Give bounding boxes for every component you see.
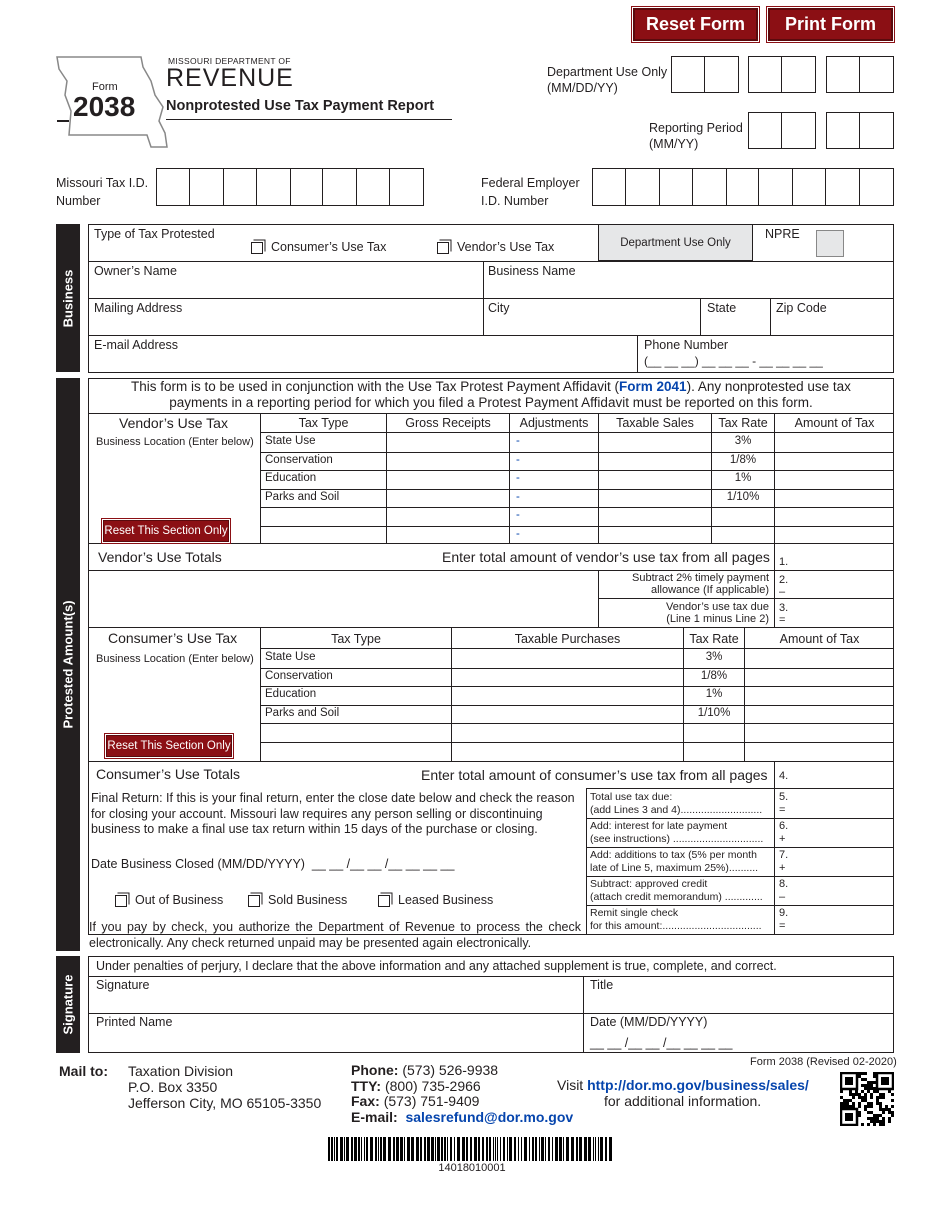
summary-line-value[interactable]: 8. – xyxy=(779,878,789,903)
line-2-label: Subtract 2% timely payment allowance (If applicable) xyxy=(632,572,769,596)
fein-label: Federal Employer xyxy=(481,176,580,190)
fein-input[interactable] xyxy=(592,168,894,206)
barcode-number: 14018010001 xyxy=(438,1162,506,1174)
mo-tax-id-label: Missouri Tax I.D. xyxy=(56,176,149,190)
form-label: Form xyxy=(92,81,118,93)
phone-number-field[interactable]: (__ __ __) __ __ __ - __ __ __ __ xyxy=(644,354,823,368)
reporting-period-label: Reporting Period xyxy=(649,121,743,135)
vendor-row-adjustment[interactable]: - xyxy=(516,509,520,521)
consumer-row-type: State Use xyxy=(265,651,316,663)
dept-use-label: Department Use Only xyxy=(547,65,668,79)
type-of-tax-label: Type of Tax Protested xyxy=(94,227,215,241)
sold-business-checkbox[interactable]: Sold Business xyxy=(248,893,347,907)
vendor-row-type: Conservation xyxy=(265,453,333,466)
mail-to-label: Mail to: xyxy=(59,1063,108,1079)
state-field[interactable]: State xyxy=(707,301,737,315)
perjury-statement: Under penalties of perjury, I declare that the above information and any attached supplement is true, complete, and correct. xyxy=(96,959,777,973)
dept-use-format: (MM/DD/YY) xyxy=(547,81,618,95)
line-3-label: Vendor’s use tax due (Line 1 minus Line 2) xyxy=(666,601,769,625)
summary-line-value[interactable]: 6. + xyxy=(779,820,789,845)
phone-label: Phone Number xyxy=(644,338,729,352)
page-title: Nonprotested Use Tax Payment Report xyxy=(166,98,435,114)
vendor-row-adjustment[interactable]: - xyxy=(516,527,520,540)
vendor-heading: Vendor’s Use Tax xyxy=(119,415,228,431)
vendor-row-adjustment[interactable]: - xyxy=(516,472,520,484)
consumers-use-tax-checkbox[interactable]: Consumer’s Use Tax xyxy=(251,240,386,254)
vendor-col-amount: Amount of Tax xyxy=(794,416,875,430)
line-2[interactable]: 2. – xyxy=(779,574,789,598)
summary-label: Add: additions to tax (5% per month late of Line 5, maximum 25%).......... xyxy=(590,849,759,874)
leased-business-checkbox[interactable]: Leased Business xyxy=(378,893,493,907)
check-note: If you pay by check, you authorize the Department of Revenue to process the check electronically. Any check returned unpaid may be presented again electronically. xyxy=(89,920,581,950)
date-closed-label: Date Business Closed (MM/DD/YYYY) __ __ /__ __ /__ __ __ __ xyxy=(91,857,455,871)
visit-text: Visit http://dor.mo.gov/business/sales/ xyxy=(557,1077,809,1093)
dept-use-yy[interactable] xyxy=(826,56,894,93)
final-return-text: Final Return: If this is your final return, enter the close date below and check the reason for closing your account. Missouri law requires any person selling or discontinuing business to make a final use tax return within 15 days of the purchase or closing. xyxy=(91,791,575,836)
consumer-col-purchases: Taxable Purchases xyxy=(514,632,621,646)
sidebar-business: Business xyxy=(56,224,80,372)
dept-use-mm[interactable] xyxy=(671,56,739,93)
vendor-col-rate: Tax Rate xyxy=(718,416,768,430)
revenue-logo: REVENUE xyxy=(166,64,294,92)
vendor-row-type: Parks and Soil xyxy=(265,490,340,503)
summary-label: Remit single check for this amount:.................................. xyxy=(590,907,762,932)
consumer-col-tax-type: Tax Type xyxy=(331,632,381,646)
date-closed-field[interactable]: __ __ /__ __ /__ __ __ __ xyxy=(311,857,455,871)
signature-field[interactable]: Signature xyxy=(96,978,150,992)
summary-line-value[interactable]: 5. = xyxy=(779,791,789,816)
intro-text: This form is to be used in conjunction with the Use Tax Protest Payment Affidavit (Form 2041). Any nonprotested use tax payments in a reporting period for which you filed a Protest Payment Affidavit must be reported on this form. xyxy=(131,379,851,410)
mailing-address-field[interactable]: Mailing Address xyxy=(94,301,183,315)
consumer-row-type: Conservation xyxy=(265,669,333,682)
consumer-row-rate: 1/8% xyxy=(700,669,728,682)
reporting-mm[interactable] xyxy=(748,112,816,149)
fein-label-2: I.D. Number xyxy=(481,194,549,208)
business-name-field[interactable]: Business Name xyxy=(488,264,576,278)
dept-small: MISSOURI DEPARTMENT OF xyxy=(168,56,291,66)
contact-info: Phone: (573) 526-9938 TTY: (800) 735-2966 Fax: (573) 751-9409 E-mail: salesrefund@dor.mo.gov xyxy=(351,1062,574,1125)
vendors-use-tax-checkbox[interactable]: Vendor’s Use Tax xyxy=(437,240,554,254)
sidebar-signature: Signature xyxy=(56,956,80,1053)
line-3[interactable]: 3. = xyxy=(779,602,789,626)
sign-date-label: Date (MM/DD/YYYY) xyxy=(590,1015,708,1029)
vendor-row-adjustment[interactable]: - xyxy=(516,453,520,466)
visit-text-2: for additional information. xyxy=(604,1093,762,1109)
mo-tax-id-label-2: Number xyxy=(56,194,101,208)
consumer-location-label: Business Location (Enter below) xyxy=(96,653,254,665)
reporting-period-format: (MM/YY) xyxy=(649,137,699,151)
consumer-heading: Consumer’s Use Tax xyxy=(108,630,238,646)
consumer-row-type: Parks and Soil xyxy=(265,706,340,719)
form-number: 2038 xyxy=(73,91,136,122)
summary-line-value[interactable]: 7. + xyxy=(779,849,789,874)
summary-line-value[interactable]: 9. = xyxy=(779,907,789,932)
mo-tax-id-input[interactable] xyxy=(156,168,424,206)
form-2041-link[interactable]: Form 2041 xyxy=(619,379,687,394)
vendor-reset-section-button[interactable]: Reset This Section Only xyxy=(103,520,229,542)
line-4[interactable]: 4. xyxy=(779,770,789,782)
vendor-row-rate: 1/8% xyxy=(729,453,757,466)
vendor-row-type: Education xyxy=(265,472,317,484)
qr-code-icon xyxy=(840,1072,894,1126)
mail-address: Taxation Division P.O. Box 3350 Jefferson City, MO 65105-3350 xyxy=(128,1063,322,1111)
city-field[interactable]: City xyxy=(488,301,510,315)
owner-name-field[interactable]: Owner’s Name xyxy=(94,264,177,278)
npre-label: NPRE xyxy=(765,227,800,241)
dept-use-dd[interactable] xyxy=(748,56,816,93)
zip-code-field[interactable]: Zip Code xyxy=(776,301,827,315)
reset-form-button[interactable]: Reset Form xyxy=(633,8,758,41)
vendor-row-type: State Use xyxy=(265,435,316,447)
vendor-row-rate: 1% xyxy=(734,472,752,484)
summary-label: Add: interest for late payment (see instructions) ............................... xyxy=(590,820,764,845)
consumer-row-rate: 1/10% xyxy=(697,706,731,719)
consumer-totals-note: Enter total amount of consumer’s use tax from all pages xyxy=(421,767,768,783)
vendor-row-adjustment[interactable]: - xyxy=(516,435,520,447)
title-field[interactable]: Title xyxy=(590,978,614,992)
consumer-reset-section-button[interactable]: Reset This Section Only xyxy=(106,735,232,757)
email-field[interactable]: E-mail Address xyxy=(94,338,179,352)
dept-use-only-box: Department Use Only xyxy=(598,224,753,261)
consumer-row-type: Education xyxy=(265,688,317,701)
vendor-col-taxable: Taxable Sales xyxy=(616,416,694,430)
consumer-col-amount: Amount of Tax xyxy=(779,632,860,646)
vendor-row-rate: 1/10% xyxy=(726,490,760,503)
vendor-totals-note: Enter total amount of vendor’s use tax from all pages xyxy=(442,549,770,565)
vendor-row-rate: 3% xyxy=(734,435,752,447)
summary-label: Subtract: approved credit (attach credit memorandum) ............. xyxy=(590,878,763,903)
sidebar-protested: Protested Amount(s) xyxy=(56,378,80,951)
npre-box[interactable] xyxy=(816,230,844,257)
print-form-button[interactable]: Print Form xyxy=(768,8,893,41)
vendor-col-gross: Gross Receipts xyxy=(405,416,491,430)
reporting-yy[interactable] xyxy=(826,112,894,149)
vendor-col-adjustments: Adjustments xyxy=(519,416,589,430)
barcode-icon xyxy=(328,1137,616,1161)
form-revised: Form 2038 (Revised 02-2020) xyxy=(750,1056,897,1068)
consumer-row-rate: 1% xyxy=(705,688,723,701)
vendor-location-label: Business Location (Enter below) xyxy=(96,436,254,448)
email-link[interactable]: salesrefund@dor.mo.gov xyxy=(405,1108,574,1125)
consumer-row-rate: 3% xyxy=(705,651,723,663)
vendor-totals-label: Vendor’s Use Totals xyxy=(98,549,222,565)
sign-date-field[interactable]: __ __ /__ __ /__ __ __ __ xyxy=(590,1036,733,1050)
vendor-col-tax-type: Tax Type xyxy=(298,416,349,430)
vendor-row-adjustment[interactable]: - xyxy=(516,490,520,503)
summary-label: Total use tax due: (add Lines 3 and 4)............................ xyxy=(590,791,763,816)
out-of-business-checkbox[interactable]: Out of Business xyxy=(115,893,223,907)
line-1[interactable]: 1. xyxy=(779,556,789,568)
consumer-col-rate: Tax Rate xyxy=(689,632,739,646)
website-link[interactable]: http://dor.mo.gov/business/sales/ xyxy=(587,1077,809,1093)
consumer-totals-label: Consumer’s Use Totals xyxy=(96,766,240,782)
printed-name-field[interactable]: Printed Name xyxy=(96,1015,173,1029)
